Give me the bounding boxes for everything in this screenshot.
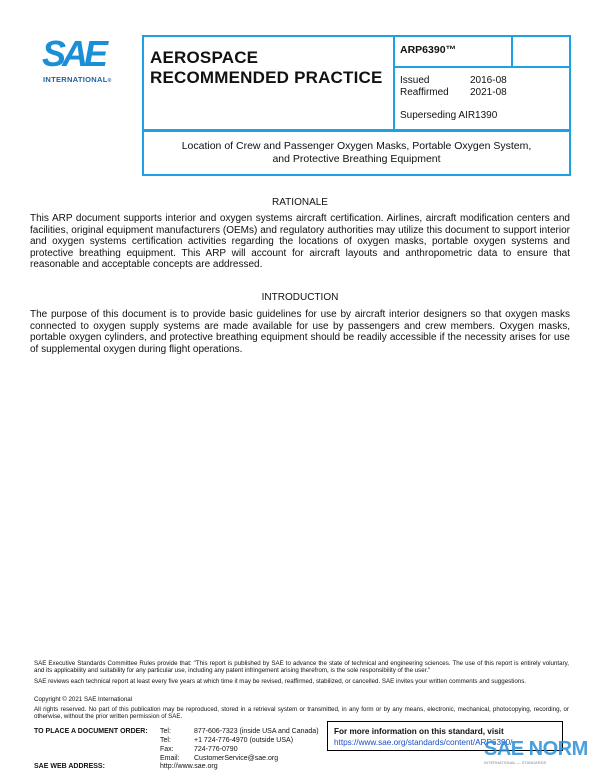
rationale-body: This ARP document supports interior and oxygen systems aircraft certification. Airlines, aircraft modification centers and facilities, original equipment manufacturers (OEMs) and regulatory authorities may utilize this document to support interior and oxygen systems certification activities regarding the locations of oxygen masks, portable oxygen systems and protective breathing equipment. This ARP will account for aircraft layouts and anthropometric data to ensure that reasonable and acceptable concepts are addressed. [30, 213, 570, 271]
introduction-heading: INTRODUCTION [261, 292, 339, 303]
document-number: ARP6390™ [400, 44, 457, 56]
contact-row[interactable]: Email: CustomerService@sae.org [160, 755, 279, 762]
footer-copyright: Copyright © 2021 SAE International [34, 696, 133, 703]
document-dates [400, 75, 507, 99]
rationale-heading: RATIONALE [272, 197, 328, 208]
web-address-link[interactable]: http://www.sae.org [160, 763, 218, 770]
contact-row: Tel: 877-606-7323 (inside USA and Canada) [160, 728, 319, 735]
document-type [150, 48, 383, 88]
title-text: Location of Crew and Passenger Oxygen Masks, Portable Oxygen System, and Protective Breathing Equipment [181, 140, 532, 165]
superseding: Superseding AIR1390 [400, 110, 498, 121]
footer-rules: SAE Executive Standards Committee Rules provide that: "This report is published by SAE to advance the state of technical and engineering sciences. The use of this report is entirely voluntary, and its applicability and suitability for any particular use, including any patent infringement arising therefrom, is the sole responsibility of the user." [34, 660, 569, 675]
watermark-logo: SAE NORM [484, 738, 588, 760]
logo-subtitle: INTERNATIONAL® [43, 75, 112, 84]
footer-review: SAE reviews each technical report at least every five years at which time it may be revised, reaffirmed, stabilized, or cancelled. SAE invites your written comments and suggestions. [34, 678, 527, 685]
divider [393, 66, 571, 68]
introduction-body: The purpose of this document is to provide basic guidelines for use by aircraft interior designers so that oxygen masks connected to oxygen supply systems are made available for use by passengers and crew members. Oxygen masks, portable oxygen cylinders, and protective breathing equipment should be readily accessible if the necessity arises for use of supplemental oxygen during flight operations. [30, 309, 570, 355]
reaffirmed-value: 2021-08 [470, 87, 507, 98]
more-info-text: For more information on this standard, visit [334, 727, 504, 736]
divider [511, 35, 513, 67]
issued-value: 2016-08 [470, 75, 507, 86]
reaffirmed-label: Reaffirmed [400, 87, 449, 98]
order-contacts [160, 727, 319, 763]
doc-type-line2: RECOMMENDED PRACTICE [150, 68, 383, 87]
divider [393, 35, 395, 131]
contact-row: Fax: 724-776-0790 [160, 746, 238, 753]
order-label: TO PLACE A DOCUMENT ORDER: [34, 728, 148, 735]
contact-row: Tel: +1 724-776-4970 (outside USA) [160, 737, 294, 744]
doc-type-line1: AEROSPACE [150, 48, 259, 67]
watermark-subtitle: INTERNATIONAL — STANDARDS [484, 760, 547, 765]
issued-label: Issued [400, 75, 430, 86]
web-address-label: SAE WEB ADDRESS: [34, 763, 105, 770]
footer-rights: All rights reserved. No part of this publication may be reproduced, stored in a retrieval system or transmitted, in any form or by any means, electronic, mechanical, photocopying, recording, or otherwise, without the prior written permission of SAE. [34, 706, 569, 721]
logo-brand: SAE [42, 33, 105, 74]
standard-url-link[interactable]: https://www.sae.org/standards/content/ARP6390/ [334, 738, 513, 747]
sae-logo [40, 33, 120, 86]
document-title [142, 131, 571, 176]
